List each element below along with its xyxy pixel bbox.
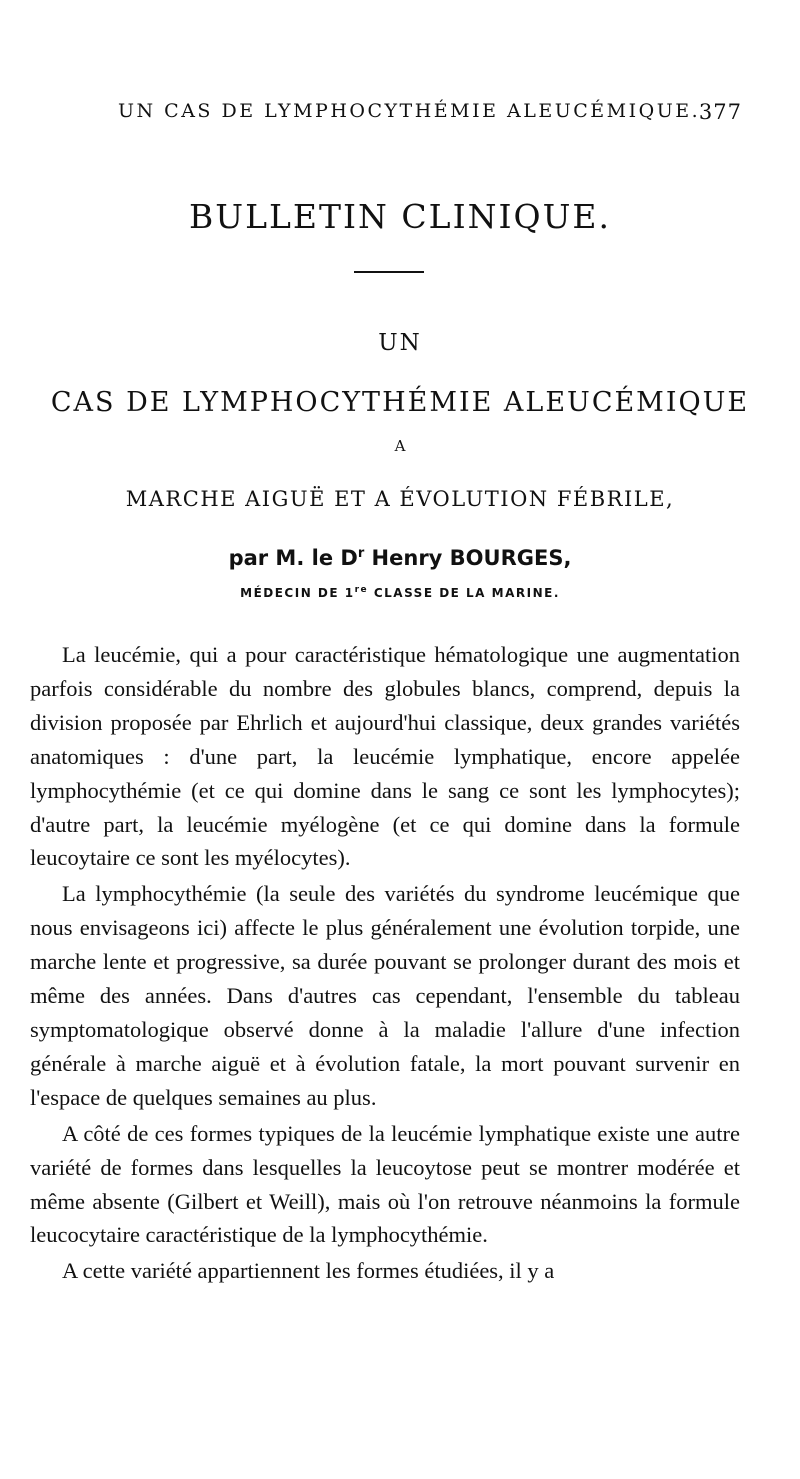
article-title-line-1: UN (378, 330, 422, 356)
section-title: BULLETIN CLINIQUE. (189, 197, 611, 236)
affiliation-suffix: CLASSE DE LA MARINE. (368, 586, 560, 600)
article-title-line-3: A (394, 437, 406, 455)
byline-sup: r (357, 546, 365, 561)
article-subtitle: MARCHE AIGUË ET A ÉVOLUTION FÉBRILE, (125, 487, 675, 511)
article-body (30, 638, 740, 1288)
affiliation-sup: re (354, 585, 369, 595)
author-name: Henry BOURGES, (364, 546, 572, 570)
running-head: UN CAS DE LYMPHOCYTHÉMIE ALEUCÉMIQUE. (118, 100, 701, 122)
affiliation-prefix: MÉDECIN DE 1 (240, 586, 355, 600)
paragraph-2: La lymphocythémie (la seule des variétés du syndrome leucémique que nous envisageons ici) affecte le plus généralement une évolution torpide, une marche lente et progressive, sa durée pouvant se prolonger durant des mois et même des années. Dans d'autres cas cependant, l'ensemble du tableau symptomatologique observé donne à la maladie l'allure d'une infection générale à marche aiguë et à évolution fatale, la mort pouvant survenir en l'espace de quelques semaines au plus. (30, 881, 740, 1110)
paragraph-3: A côté de ces formes typiques de la leucémie lymphatique existe une autre variété de formes dans lesquelles la leucoytose peut se montrer modérée et même absente (Gilbert et Weill), mais où l'on retrouve néanmoins la formule leucocytaire caractéristique de la lymphocythémie. (30, 1120, 740, 1248)
page-number: 377 (698, 100, 742, 124)
byline-prefix: par M. le D (228, 546, 358, 570)
author-byline (0, 546, 800, 570)
title-divider (354, 271, 424, 273)
paragraph-4: A cette variété appartiennent les formes étudiées, il y a (62, 1258, 555, 1284)
paragraph-1: La leucémie, qui a pour caractéristique hématologique une augmentation parfois considérable du nombre des globules blancs, comprend, depuis la division proposée par Ehrlich et aujourd'hui classique, deux grandes variétés anatomiques : d'une part, la leucémie lymphatique, encore appelée lymphocythémie (et ce qui domine dans le sang ce sont les lymphocytes); d'autre part, la leucémie myélogène (et ce qui domine dans la formule leucoytaire ce sont les myélocytes). (30, 642, 740, 871)
article-title-line-2: CAS DE LYMPHOCYTHÉMIE ALEUCÉMIQUE (50, 387, 750, 418)
author-affiliation (0, 585, 800, 600)
